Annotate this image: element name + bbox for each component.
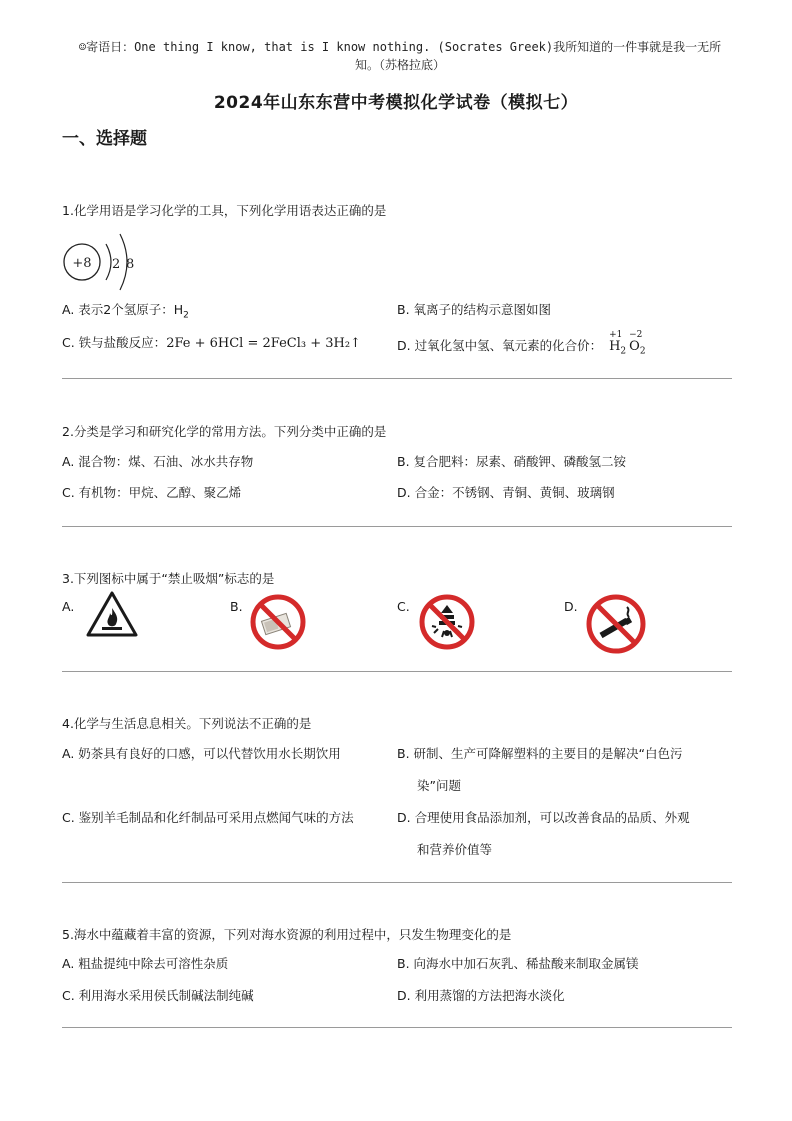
q1-option-d[interactable]: D. 过氧化氢中氢、氧元素的化合价： +1 $H_2$ −2 $O_2$ bbox=[397, 330, 646, 368]
motto bbox=[50, 38, 750, 74]
q3-option-b-label[interactable]: B. bbox=[230, 599, 243, 614]
q5-option-c[interactable]: C. 利用海水采用侯氏制碱法制纯碱 bbox=[62, 988, 254, 1003]
o-with-valence: −2 $O_2$ bbox=[629, 330, 646, 357]
question-2-stem: 2.分类是学习和研究化学的常用方法。下列分类中正确的是 bbox=[62, 424, 387, 439]
question-5-stem: 5.海水中蕴藏着丰富的资源，下列对海水资源的利用过程中，只发生物理变化的是 bbox=[62, 927, 512, 942]
q5-option-a[interactable]: A. 粗盐提纯中除去可溶性杂质 bbox=[62, 956, 229, 971]
q5-option-b[interactable]: B. 向海水中加石灰乳、稀盐酸来制取金属镁 bbox=[397, 956, 639, 971]
q2-option-b[interactable]: B. 复合肥料：尿素、硝酸钾、磷酸氢二铵 bbox=[397, 454, 627, 469]
divider bbox=[62, 526, 732, 527]
section-heading: 一、选择题 bbox=[62, 129, 147, 149]
question-3-stem: 3.下列图标中属于“禁止吸烟”标志的是 bbox=[62, 571, 275, 586]
divider bbox=[62, 1027, 732, 1028]
shell-2-count: 8 bbox=[126, 257, 135, 272]
shell-1-count: 2 bbox=[112, 257, 121, 272]
oxygen-ion-diagram bbox=[60, 224, 146, 300]
q1-option-c[interactable]: C. 铁与盐酸反应：2Fe + 6HCl = 2FeCl₃ + 3H₂↑ bbox=[62, 335, 361, 351]
flammable-warning-icon[interactable] bbox=[86, 590, 138, 638]
divider bbox=[62, 882, 732, 883]
q4-option-c[interactable]: C. 鉴别羊毛制品和化纤制品可采用点燃闻气味的方法 bbox=[62, 810, 354, 825]
q1-option-c-equation: 2Fe + 6HCl = 2FeCl₃ + 3H₂↑ bbox=[166, 336, 361, 351]
q1-option-a[interactable]: A. 表示2个氢原子：$H_2$ bbox=[62, 302, 189, 321]
h-with-valence: +1 $H_2$ bbox=[609, 330, 627, 357]
q3-option-d-label[interactable]: D. bbox=[564, 599, 578, 614]
no-matches-icon[interactable] bbox=[249, 593, 307, 651]
q2-option-a[interactable]: A. 混合物：煤、石油、冰水共存物 bbox=[62, 454, 254, 469]
q3-option-c-label[interactable]: C. bbox=[397, 599, 410, 614]
no-smoking-icon[interactable] bbox=[585, 593, 647, 655]
nucleus-charge: +8 bbox=[72, 256, 92, 271]
q4-option-a[interactable]: A. 奶茶具有良好的口感，可以代替饮用水长期饮用 bbox=[62, 746, 341, 761]
q4-option-d[interactable]: D. 合理使用食品添加剂，可以改善食品的品质、外观 和营养价值等 bbox=[397, 810, 690, 857]
question-4-stem: 4.化学与生活息息相关。下列说法不正确的是 bbox=[62, 716, 312, 731]
divider bbox=[62, 671, 732, 672]
q2-option-c[interactable]: C. 有机物：甲烷、乙醇、聚乙烯 bbox=[62, 485, 242, 500]
question-1-stem: 1.化学用语是学习化学的工具，下列化学用语表达正确的是 bbox=[62, 203, 387, 218]
q2-option-d[interactable]: D. 合金：不锈钢、青铜、黄铜、玻璃钢 bbox=[397, 485, 615, 500]
motto-line-1: ☺寄语日：One thing I know, that is I know nothing. (Socrates Greek)我所知道的一件事就是我一无所 bbox=[78, 40, 722, 54]
q3-option-a-label[interactable]: A. bbox=[62, 599, 75, 614]
page-title: 2024年山东东营中考模拟化学试卷（模拟七） bbox=[213, 93, 579, 113]
motto-line-2: 知。（苏格拉底） bbox=[354, 58, 445, 72]
divider bbox=[62, 378, 732, 379]
q4-option-b[interactable]: B. 研制、生产可降解塑料的主要目的是解决“白色污 染”问题 bbox=[397, 746, 683, 793]
q5-option-d[interactable]: D. 利用蒸馏的方法把海水淡化 bbox=[397, 988, 565, 1003]
q1-option-b[interactable]: B. 氧离子的结构示意图如图 bbox=[397, 302, 552, 317]
no-fireworks-icon[interactable] bbox=[418, 593, 476, 651]
